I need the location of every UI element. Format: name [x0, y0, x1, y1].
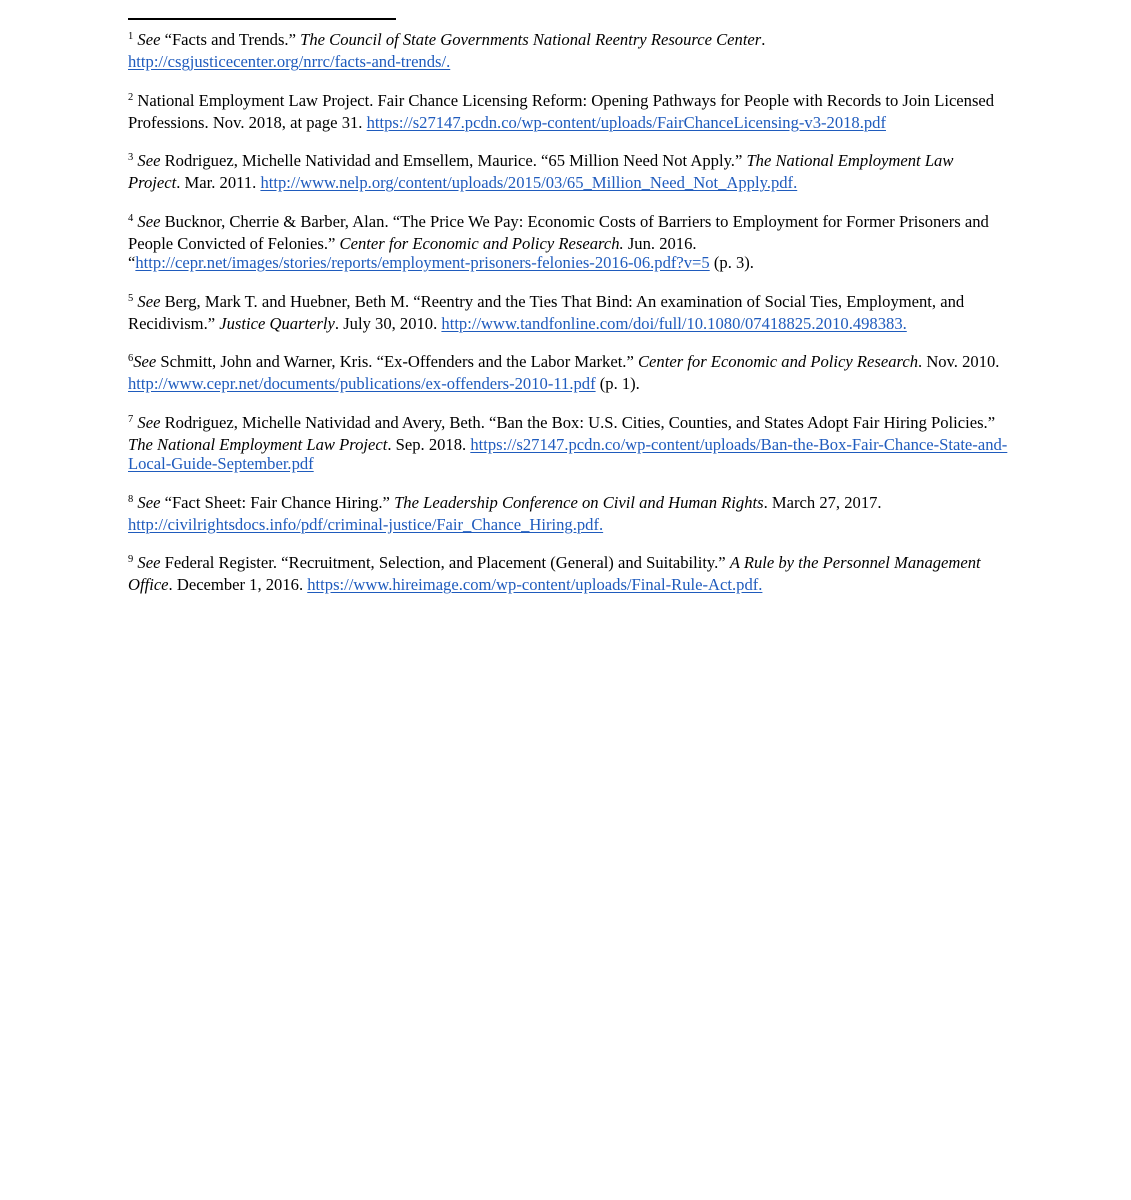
footnote-text: . March 27, 2017.	[763, 492, 882, 512]
footnote-link[interactable]: http://csgjusticecenter.org/nrrc/facts-and-trends/.	[128, 52, 451, 72]
see-signal: See	[133, 352, 157, 372]
footnote-5	[128, 292, 1008, 333]
source-title: Justice Quarterly	[219, 313, 335, 333]
footnote-6	[128, 352, 1008, 393]
footnote-9	[128, 553, 1008, 594]
footnote-number: 9	[128, 554, 134, 566]
footnote-text: Rodriguez, Michelle Natividad and Avery, Beth. “Ban the Box: U.S. Cities, Counties, and States Adopt Fair Hiring Policies.”	[160, 412, 996, 432]
footnote-tail: (p. 1).	[595, 374, 640, 394]
footnote-text: “Fact Sheet: Fair Chance Hiring.”	[160, 492, 395, 512]
footnote-link[interactable]: https://s27147.pcdn.co/wp-content/uploads/Ban-the-Box-Fair-Chance-State-and-Local-Guide-September.pdf	[128, 434, 1008, 474]
footnote-text: “Facts and Trends.”	[160, 30, 301, 49]
footnote-8	[128, 493, 1008, 534]
footnote-text: Berg, Mark T. and Huebner, Beth M. “Reentry and the Ties That Bind: An examination of Social Ties, Employment, and Recidivism.”	[128, 291, 965, 333]
footnote-separator-rule	[128, 18, 396, 20]
footnote-link[interactable]: http://civilrightsdocs.info/pdf/criminal-justice/Fair_Chance_Hiring.pdf.	[128, 514, 604, 534]
see-signal: See	[137, 30, 161, 49]
source-title: A Rule by the Personnel Management Office	[128, 553, 981, 595]
footnote-3	[128, 151, 1008, 192]
footnote-tail: (p. 3).	[709, 253, 754, 273]
footnote-text: . July 30, 2010.	[334, 313, 442, 333]
footnote-link[interactable]: http://www.tandfonline.com/doi/full/10.1080/07418825.2010.498383.	[441, 313, 907, 333]
footnote-number: 6	[128, 353, 134, 365]
footnote-number: 5	[128, 292, 134, 304]
footnote-text: .	[761, 30, 766, 49]
footnote-number: 4	[128, 212, 134, 224]
footnote-text: National Employment Law Project. Fair Chance Licensing Reform: Opening Pathways for People with Records to Join Licensed Professions. Nov. 2018, at page 31.	[128, 90, 995, 132]
footnote-link[interactable]: http://www.cepr.net/documents/publications/ex-offenders-2010-11.pdf	[128, 374, 596, 394]
footnote-number: 2	[128, 91, 134, 103]
footnote-number: 7	[128, 413, 134, 425]
source-title: The National Employment Law Project	[128, 151, 954, 193]
footnote-2	[128, 91, 1008, 132]
footnote-link[interactable]: https://s27147.pcdn.co/wp-content/uploads/FairChanceLicensing-v3-2018.pdf	[366, 112, 886, 132]
see-signal: See	[137, 211, 161, 231]
footnotes-list	[128, 30, 1008, 614]
footnote-7	[128, 413, 1008, 474]
footnote-text: Rodriguez, Michelle Natividad and Emsellem, Maurice. “65 Million Need Not Apply.”	[160, 151, 747, 171]
footnote-number: 3	[128, 152, 134, 164]
footnote-text: . Mar. 2011.	[176, 173, 261, 193]
see-signal: See	[137, 291, 161, 311]
footnote-text: Bucknor, Cherrie & Barber, Alan. “The Price We Pay: Economic Costs of Barriers to Employment for Former Prisoners and People Convicted of Felonies.”	[128, 211, 989, 253]
footnote-text: Federal Register. “Recruitment, Selection, and Placement (General) and Suitability.”	[160, 553, 730, 573]
source-title: Center for Economic and Policy Research	[637, 352, 919, 372]
footnote-text: . December 1, 2016.	[168, 575, 308, 595]
footnote-link[interactable]: http://www.nelp.org/content/uploads/2015/03/65_Million_Need_Not_Apply.pdf.	[260, 173, 798, 193]
see-signal: See	[137, 553, 161, 573]
footnote-link[interactable]: https://www.hireimage.com/wp-content/uploads/Final-Rule-Act.pdf.	[307, 575, 763, 595]
footnote-link[interactable]: http://cepr.net/images/stories/reports/employment-prisoners-felonies-2016-06.pdf?v=5	[135, 253, 710, 273]
source-title: Center for Economic and Policy Research.	[339, 233, 624, 253]
see-signal: See	[137, 412, 161, 432]
source-title: The Council of State Governments National Reentry Resource Center	[300, 30, 762, 49]
source-title: The Leadership Conference on Civil and Human Rights	[394, 492, 764, 512]
footnote-text: Jun. 2016. “	[128, 233, 697, 273]
footnote-text: Schmitt, John and Warner, Kris. “Ex-Offenders and the Labor Market.”	[156, 352, 638, 372]
footnote-number: 1	[128, 31, 134, 42]
footnote-text: . Sep. 2018.	[387, 434, 471, 454]
see-signal: See	[137, 151, 161, 171]
footnote-text: . Nov. 2010.	[918, 352, 1000, 372]
footnote-1	[128, 30, 1008, 71]
footnote-4	[128, 212, 1008, 273]
footnote-number: 8	[128, 493, 134, 505]
see-signal: See	[137, 492, 161, 512]
source-title: The National Employment Law Project	[128, 434, 388, 454]
